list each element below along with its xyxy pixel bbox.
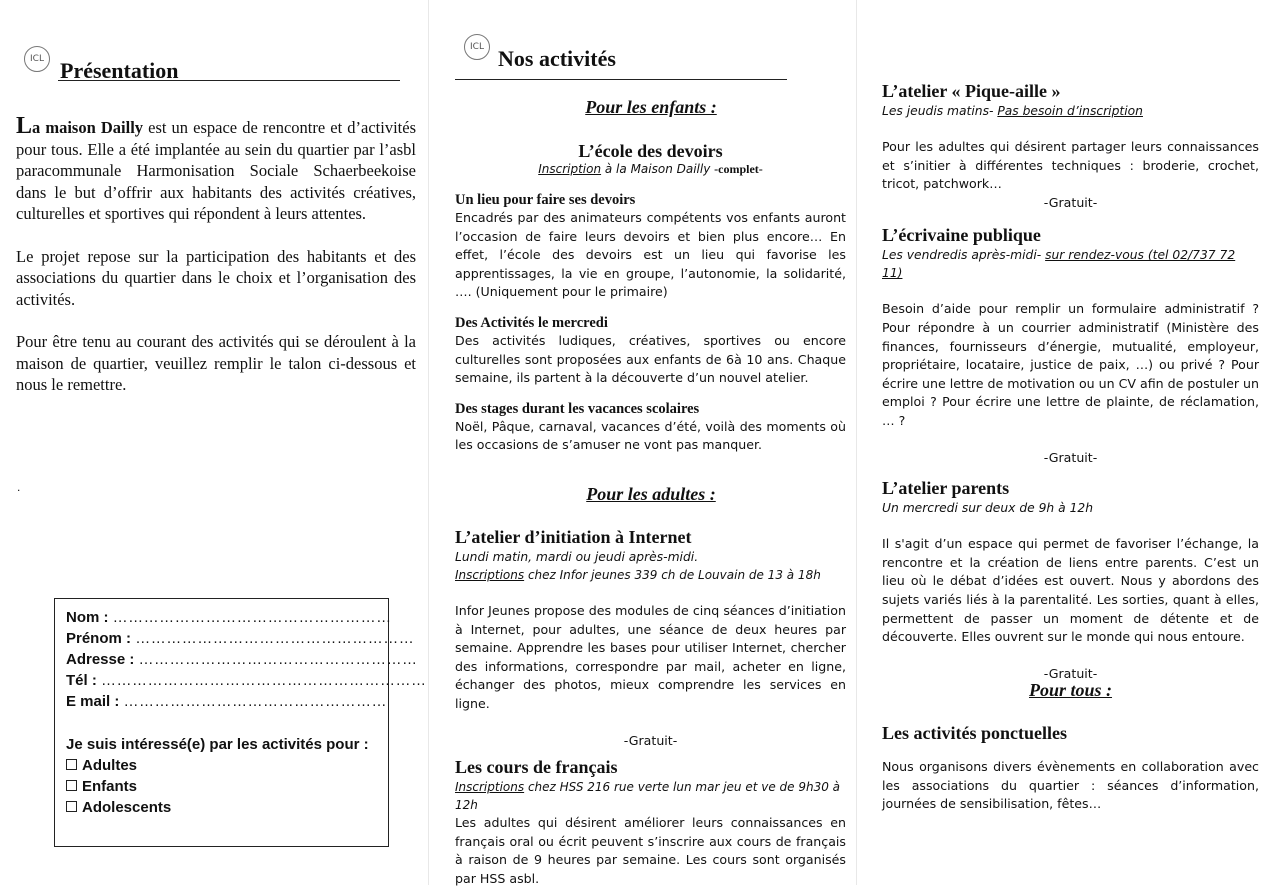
pique-paragraph: Pour les adultes qui désirent partager leurs connaissances et s’initier à différentes techniques : broderie, crochet, tricot, patchwork… [882,139,1259,192]
field-label: E mail : [66,693,120,710]
lieu-paragraph: Encadrés par des animateurs compétents vos enfants auront l’occasion de faire leurs devoirs et bien plus encore… En effet, l’école des devoirs est un lieu qui favorise les apprentissages, la vie en groupe, l’autonomie, la solidarité, …. (Uniquement pour le primaire) [455,210,846,300]
field-blank: ……………………………………………………… [101,672,427,689]
section-adultes: Pour les adultes : [586,484,716,504]
lieu-heading: Un lieu pour faire ses devoirs [455,192,636,208]
internet-paragraph: Infor Jeunes propose des modules de cinq séances d’initiation à Internet, pour adultes, une séance de deux heures par semaine. Apprendre les bases pour utiliser Internet, chercher des informations, correspondre par mail, acheter en ligne, échanger des photos, mieux comprendre les services en ligne. [455,603,846,711]
ecole-location: à la Maison Dailly [601,162,715,176]
panel-activities-continued [856,0,1278,885]
inscriptions-link[interactable]: Inscriptions [455,568,525,582]
gratuit-label: -Gratuit- [1043,194,1098,210]
checkbox-enfants[interactable] [66,776,377,797]
parents-paragraph: Il s'agit d’un espace qui permet de favoriser l’échange, la rencontre et la création de liens entre parents. C’est un lieu où le débat d’idées est ouvert. Nous y abordons des sujets variés liés à la parentalité. Les sorties, quant à elles, permettent de passer un moment de détente et de découverte. Elles ouvrent sur le monde qui nous entoure. [882,536,1259,645]
field-label: Prénom : [66,630,132,647]
pique-title: L’atelier « Pique-aille » [882,81,1061,101]
section-enfants: Pour les enfants : [585,97,717,117]
gratuit-label: -Gratuit- [623,732,678,748]
internet-location: chez Infor jeunes 339 ch de Louvain de 13 à 18h [524,568,821,582]
maison-logo-icon: ICL [24,46,50,72]
form-field-email[interactable] [66,691,388,712]
parents-title: L’atelier parents [882,478,1010,499]
stray-dot: . [17,480,21,494]
form-field-adresse[interactable] [66,649,418,670]
field-blank: ……………………………………………… [135,630,415,647]
internet-schedule: Lundi matin, mardi ou jeudi après-midi. [455,550,699,564]
checkbox-label: Adolescents [82,799,172,816]
pique-schedule [882,102,1259,120]
subscribe-paragraph: Pour être tenu au courant des activités qui se déroulent à la maison de quartier, veuillez remplir le talon ci-dessous et nous le remettre. [16,332,416,394]
ecrivaine-paragraph: Besoin d’aide pour remplir un formulaire administratif ? Pour répondre à un courrier administratif (Ministère des finances, fournisseurs d’énergie, mutualité, employeur, propriétaire, locataire, justice de paix, …) ou privé ? Pour écrire une lettre de motivation ou un CV afin de postuler un emploi ? Pour écrire une lettre de plainte, de réclamation, … ? [882,301,1259,428]
gratuit-label: -Gratuit- [1043,665,1098,681]
stages-heading: Des stages durant les vacances scolaires [455,400,700,417]
mercredi-heading: Des Activités le mercredi [455,314,608,331]
title-underline [58,80,400,81]
form-field-tel[interactable] [66,670,427,691]
intro-bold: a maison Dailly [32,118,144,137]
checkbox-label: Adultes [82,757,138,774]
checkbox-adolescents[interactable] [66,797,377,818]
project-paragraph: Le projet repose sur la participation des habitants et des associations du quartier dans le choix et l’organisation des activités. [16,246,416,309]
checkbox-adultes[interactable] [66,755,377,776]
internet-registration [455,566,846,584]
mercredi-paragraph: Des activités ludiques, créatives, sportives ou encore culturelles sont proposées aux enfants de 6à 10 ans. Chaque semaine, ils partent à la découverte d’un nouvel atelier. [455,332,846,386]
ecrivaine-schedule [882,246,1259,282]
checkbox-label: Enfants [82,778,138,795]
ecrivaine-title: L’écrivaine publique [882,225,1041,246]
field-blank: ……………………………………………… [112,609,392,626]
intro-text: est un espace de rencontre et d’activités pour tous. Elle a été implantée au sein du quartier par l’asbl paracommunale Harmonisation Sociale Schaerbeekoise dans le but d’offrir aux habitants des activités créatives, culturelles et sportives qui répondent à leurs attentes. [16,118,416,223]
form-field-prenom[interactable] [66,628,415,649]
field-label: Nom : [66,609,109,626]
internet-title: L’atelier d’initiation à Internet [455,527,692,547]
ecole-title: L’école des devoirs [578,141,723,161]
field-blank: ……………………………………………… [138,651,418,668]
gratuit-label: -Gratuit- [1043,449,1098,465]
section-tous: Pour tous : [1028,680,1113,700]
ecrivaine-appointment-link[interactable]: sur rendez-vous (tel 02/737 72 11) [882,248,1236,281]
checkbox-icon[interactable] [66,759,77,770]
panel-presentation [0,0,429,885]
parents-schedule: Un mercredi sur deux de 9h à 12h [882,501,1094,516]
ecole-subtitle [455,162,846,177]
activities-title: Nos activités [498,46,616,71]
subscription-form [54,598,427,847]
francais-paragraph: Les adultes qui désirent améliorer leurs connaissances en français oral ou écrit peuvent s’inscrire aux cours de français à raison de 9 heures par semaine. Les cours sont organisés par HSS asbl. [455,815,846,886]
form-field-nom[interactable] [66,607,392,628]
intro-dropcap: L [16,113,33,139]
pique-when: Les jeudis matins- [882,104,998,118]
panel-activities [428,0,857,885]
ponctuelles-title: Les activités ponctuelles [882,723,1067,743]
francais-title: Les cours de français [455,757,618,778]
inscriptions-link[interactable]: Inscriptions [455,780,525,795]
maison-logo-icon: ICL [464,34,490,60]
checkbox-icon[interactable] [66,801,77,812]
field-label: Tél : [66,672,97,689]
ponctuelles-paragraph: Nous organisons divers évènements en collaboration avec les associations du quartier : séances d’information, journées de sensibilisation, fêtes… [882,759,1259,812]
francais-registration [455,778,846,814]
intro-paragraph [16,113,416,225]
francais-location: chez HSS 216 rue verte lun mar jeu et ve de 9h30 à 12h [455,780,841,813]
interest-question: Je suis intéressé(e) par les activités pour : [66,736,369,753]
ecrivaine-when: Les vendredis après-midi- [882,248,1046,263]
field-label: Adresse : [66,651,135,668]
field-blank: …………………………………………… [123,693,388,710]
checkbox-icon[interactable] [66,780,77,791]
presentation-title: Présentation [60,58,179,83]
inscription-link[interactable]: Inscription [538,162,602,176]
stages-paragraph: Noël, Pâque, carnaval, vacances d’été, voilà des moments où les occasions de s’amuser ne vont pas manquer. [455,418,846,453]
title-underline [455,79,787,80]
complet-badge: -complet- [714,162,763,176]
pique-no-registration: Pas besoin d’inscription [997,104,1143,118]
